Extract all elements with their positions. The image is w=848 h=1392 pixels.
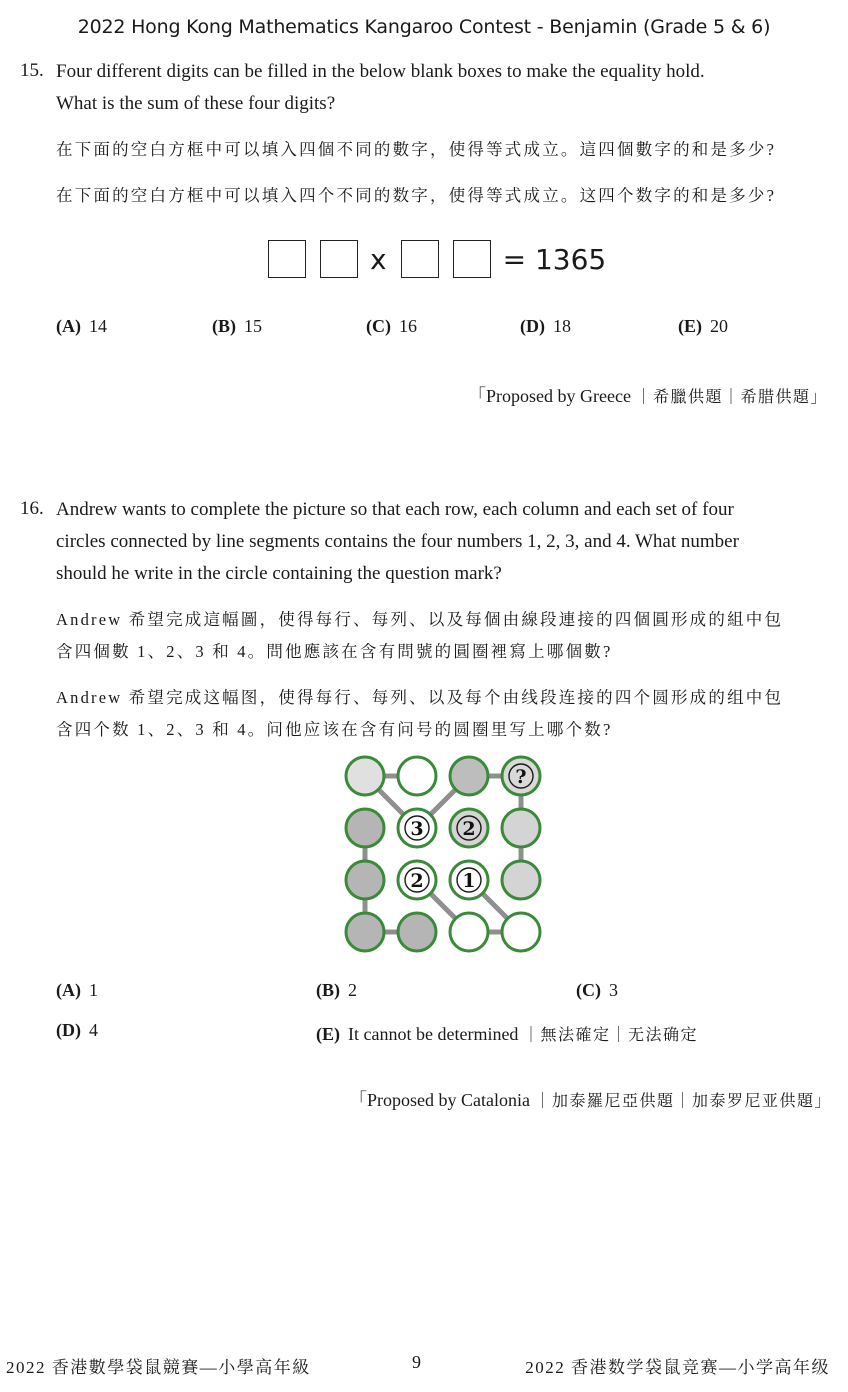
blank-box (401, 240, 439, 278)
q16-option-e-cn: ｜無法確定｜无法确定 (522, 1027, 698, 1044)
grid-circle (502, 809, 540, 847)
q15-source-cn: ｜希臘供題｜希腊供題」 (635, 389, 828, 406)
q15-equation (268, 240, 606, 278)
number-label: 2 (462, 818, 476, 840)
q16-text-line1: Andrew wants to complete the picture so that each row, each column and each set of four (56, 499, 734, 520)
q15-simplified-chinese: 在下面的空白方框中可以填入四个不同的数字，使得等式成立。这四个数字的和是多少? (56, 186, 777, 205)
q16-option-b: (B) 2 (316, 980, 357, 1000)
q16-trad-line2: 含四個數 1、2、3 和 4。問他應該在含有問號的圓圈裡寫上哪個數? (56, 642, 613, 661)
q15-source (468, 382, 828, 408)
footer-left: 2022 香港數學袋鼠競賽—小學高年級 (6, 1358, 311, 1377)
page-header: 2022 Hong Kong Mathematics Kangaroo Contest - Benjamin (Grade 5 & 6) (77, 16, 771, 38)
grid-circle (346, 757, 384, 795)
number-label: 3 (410, 818, 424, 840)
q16-traditional-chinese (56, 604, 846, 668)
grid-circle (346, 809, 384, 847)
q15-text (56, 56, 836, 120)
q15-option-d: (D) 18 (520, 316, 571, 336)
q16-source-en: 「Proposed by Catalonia (349, 1090, 530, 1110)
q16-text (56, 494, 836, 590)
q16-source (349, 1086, 832, 1112)
grid-circle (346, 913, 384, 951)
q16-option-a: (A) 1 (56, 980, 98, 1000)
q16-option-d: (D) 4 (56, 1020, 98, 1040)
q15-text-line1: Four different digits can be filled in the below blank boxes to make the equality hold. (56, 61, 705, 82)
q16-trad-line1: Andrew 希望完成這幅圖，使得每行、每列、以及每個由線段連接的四個圓形成的組中包 (56, 610, 784, 629)
q16-option-c: (C) 3 (576, 980, 618, 1000)
blank-box (453, 240, 491, 278)
q15-traditional-chinese: 在下面的空白方框中可以填入四個不同的數字，使得等式成立。這四個數字的和是多少? (56, 140, 777, 159)
question-mark-label: ? (515, 766, 527, 788)
q15-option-c: (C) 16 (366, 316, 417, 336)
blank-box (320, 240, 358, 278)
number-label: 1 (462, 870, 476, 892)
grid-circle (398, 913, 436, 951)
q15-number: 15. (20, 60, 44, 81)
q15-option-b: (B) 15 (212, 316, 262, 336)
q15-option-a: (A) 14 (56, 316, 107, 336)
equation-result: = 1365 (502, 242, 607, 276)
q16-circle-grid (330, 752, 556, 962)
q16-simplified-chinese (56, 682, 846, 746)
blank-box (268, 240, 306, 278)
times-sign: x (370, 242, 387, 276)
q16-number: 16. (20, 498, 44, 519)
grid-circle (502, 913, 540, 951)
number-label: 2 (410, 870, 424, 892)
q16-simp-line1: Andrew 希望完成这幅图，使得每行、每列、以及每个由线段连接的四个圆形成的组中包 (56, 688, 784, 707)
q15-option-e: (E) 20 (678, 316, 728, 336)
q16-source-cn: ｜加泰羅尼亞供題｜加泰罗尼亚供題」 (534, 1093, 832, 1110)
page-number: 9 (412, 1352, 421, 1372)
q16-text-line2: circles connected by line segments contains the four numbers 1, 2, 3, and 4. What number (56, 531, 739, 552)
grid-circle (346, 861, 384, 899)
grid-circle (502, 861, 540, 899)
q16-text-line3: should he write in the circle containing the question mark? (56, 563, 502, 584)
q15-source-en: 「Proposed by Greece (468, 386, 631, 406)
grid-circle (398, 757, 436, 795)
grid-circle (450, 757, 488, 795)
q15-text-line2: What is the sum of these four digits? (56, 93, 336, 114)
footer-right: 2022 香港数学袋鼠竞赛—小学高年级 (525, 1358, 830, 1377)
grid-circle (450, 913, 488, 951)
q16-option-e: (E) It cannot be determined ｜無法確定｜无法确定 (316, 1024, 698, 1044)
q16-simp-line2: 含四个数 1、2、3 和 4。问他应该在含有问号的圆圈里写上哪个数? (56, 720, 613, 739)
